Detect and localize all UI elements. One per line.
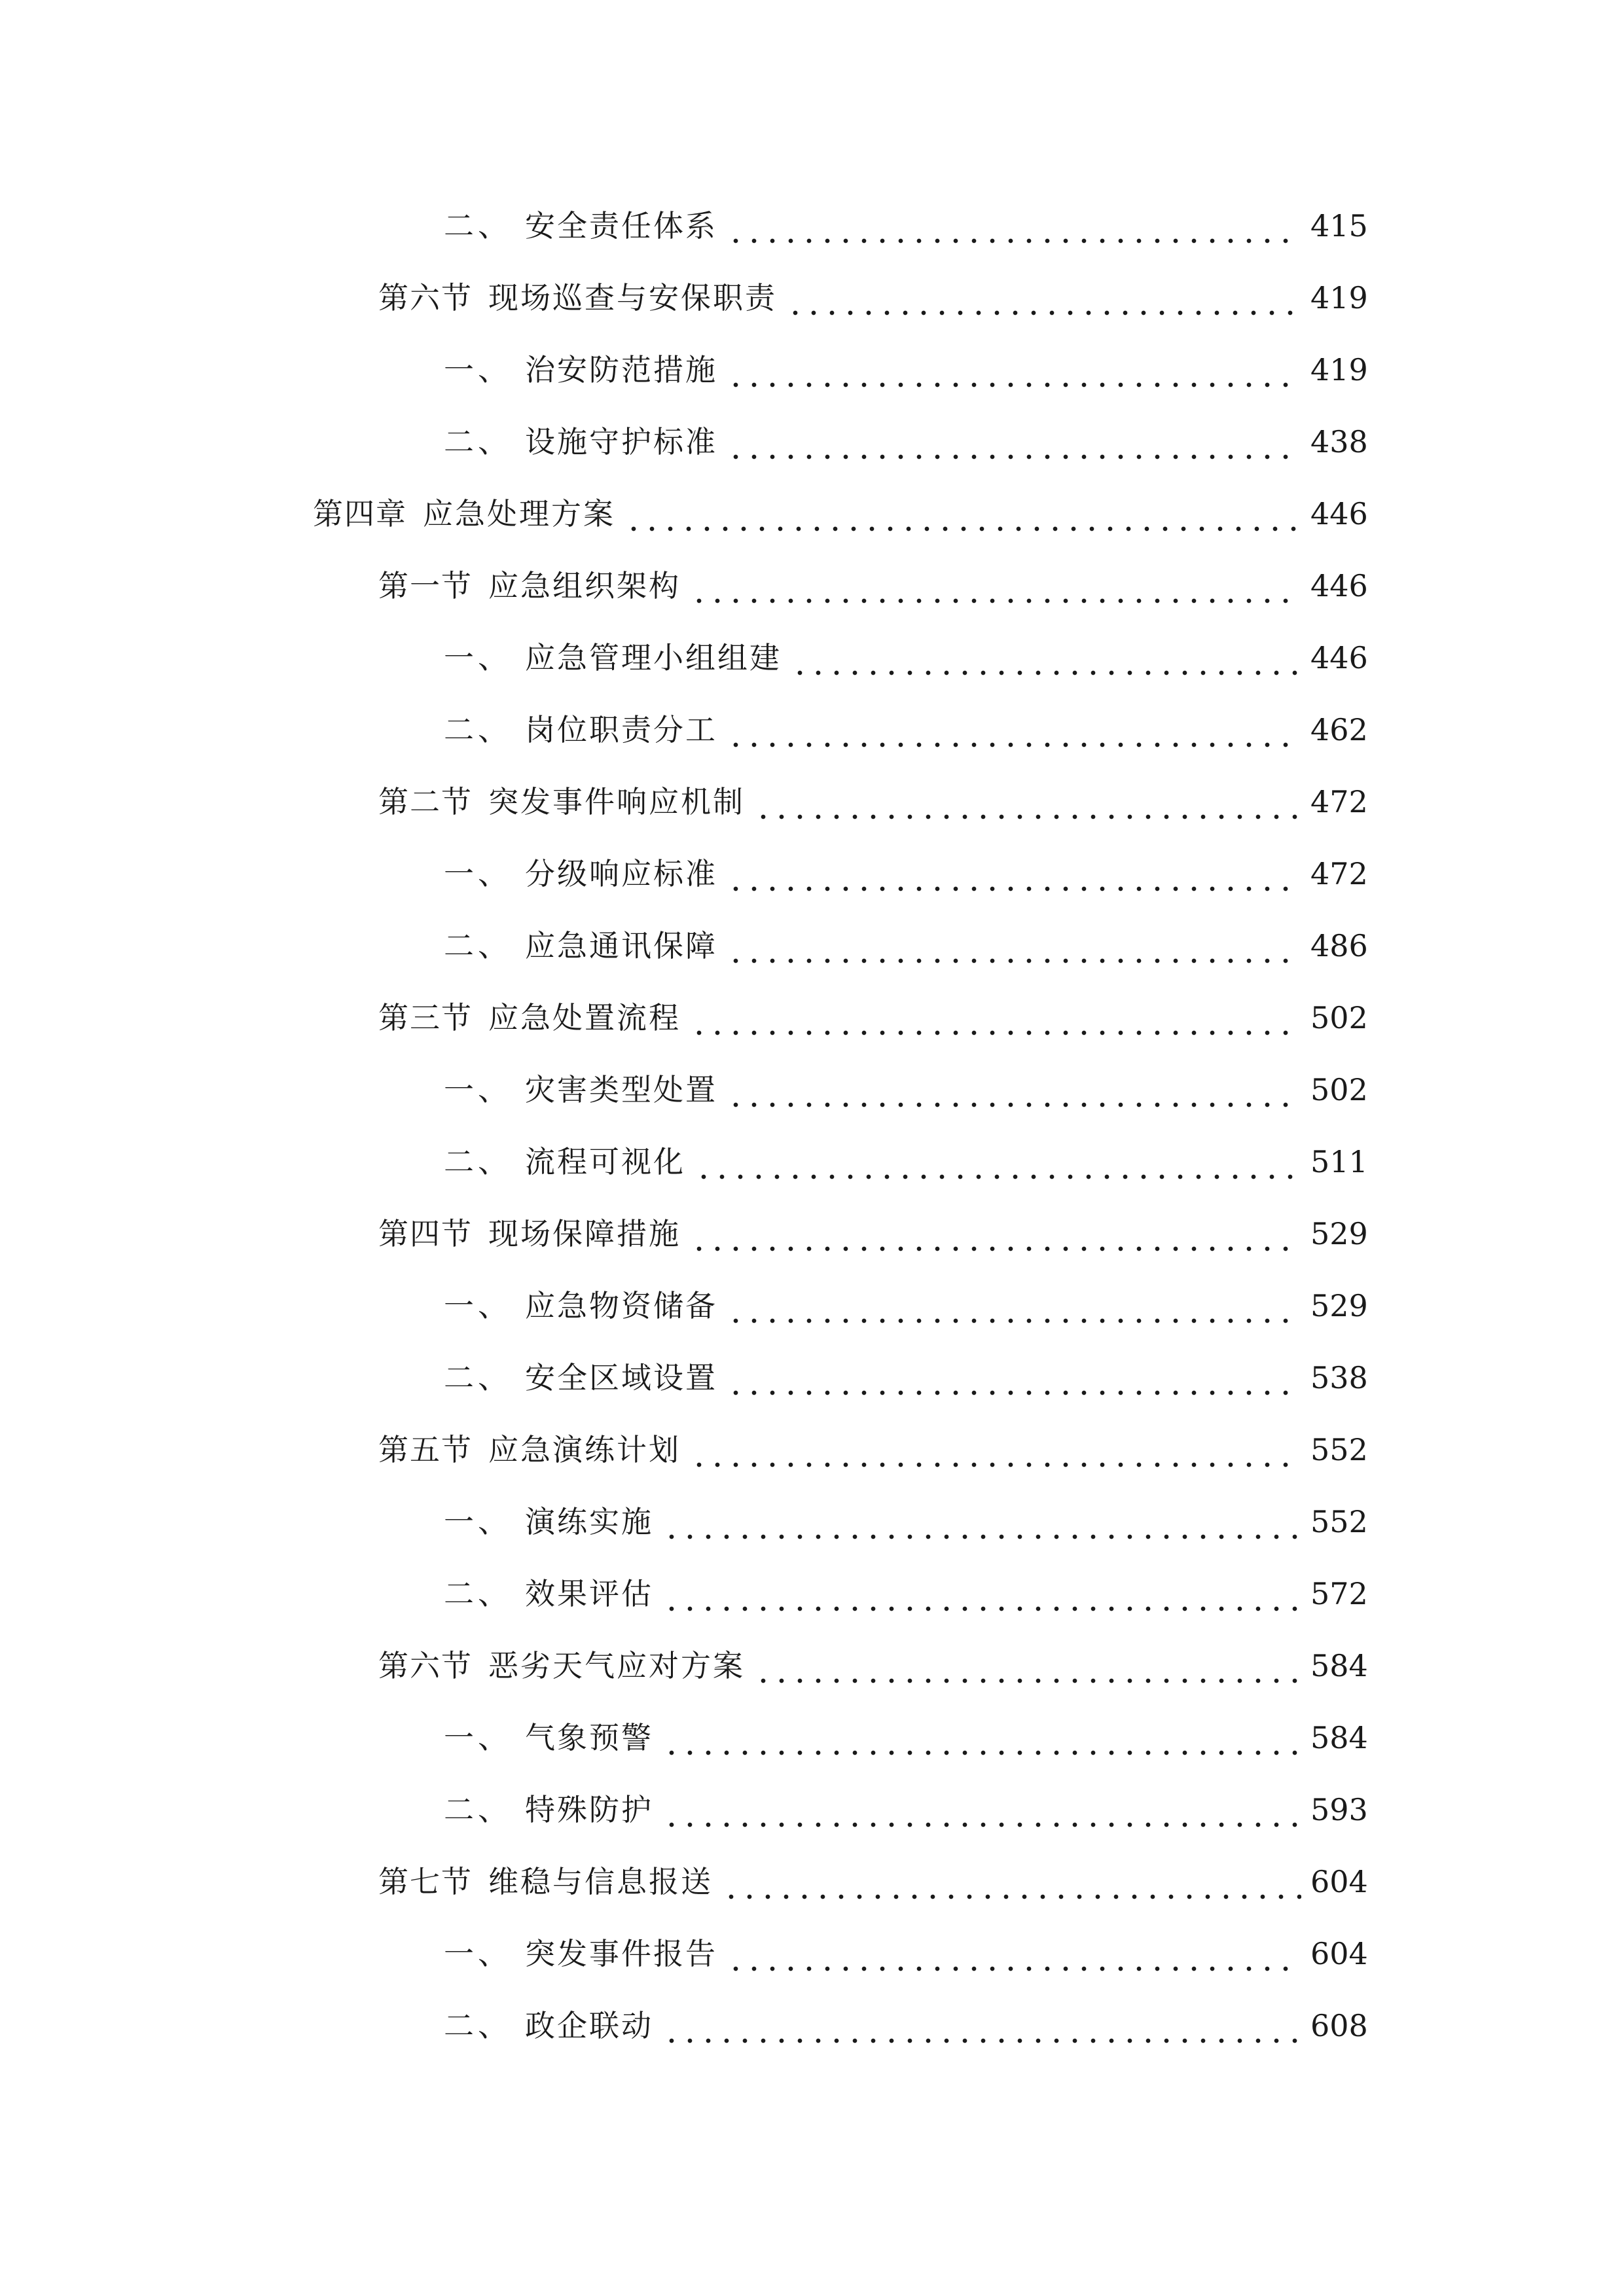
toc-leader-dots	[754, 1640, 1301, 1692]
toc-entry-prefix: 二、	[444, 2008, 512, 2043]
toc-leader-dots	[727, 704, 1301, 756]
toc-entry[interactable]	[444, 1352, 1367, 1404]
toc-entry-prefix: 二、	[444, 928, 512, 963]
toc-leader-dots	[695, 1136, 1301, 1188]
toc-entry-page: 604	[1310, 1936, 1368, 1971]
toc-leader-dots	[690, 560, 1301, 612]
toc-leader-dots	[690, 1424, 1301, 1476]
toc-entry[interactable]	[378, 1856, 1367, 1908]
toc-leader-dots	[727, 1064, 1301, 1116]
toc-entry-prefix: 第一节	[378, 568, 473, 603]
toc-entry-prefix: 一、	[444, 1936, 512, 1971]
toc-leader-dots	[727, 200, 1301, 252]
toc-entry[interactable]	[378, 1640, 1367, 1692]
toc-entry-prefix: 一、	[444, 640, 512, 675]
toc-entry-page: 608	[1310, 2008, 1368, 2043]
toc-entry-title: 流程可视化	[525, 1144, 685, 1179]
toc-leader-dots	[786, 272, 1301, 324]
toc-entry-title: 应急管理小组组建	[525, 640, 782, 675]
toc-entry-page: 419	[1310, 280, 1368, 315]
toc-entry-title: 治安防范措施	[525, 352, 717, 387]
toc-entry[interactable]	[444, 1280, 1367, 1332]
toc-entry-prefix: 二、	[444, 1576, 512, 1611]
toc-entry-title: 演练实施	[525, 1504, 653, 1539]
toc-entry-title: 灾害类型处置	[525, 1072, 717, 1107]
toc-leader-dots	[754, 776, 1301, 828]
toc-entry-title: 应急组织架构	[488, 568, 681, 603]
toc-entry-title: 现场巡查与安保职责	[488, 280, 777, 315]
toc-entry-title: 应急演练计划	[488, 1432, 681, 1467]
toc-entry-prefix: 二、	[444, 1792, 512, 1827]
toc-leader-dots	[727, 1280, 1301, 1332]
toc-entry[interactable]	[444, 1496, 1367, 1548]
toc-entry-prefix: 二、	[444, 208, 512, 243]
toc-entry-prefix: 一、	[444, 1504, 512, 1539]
toc-entry-page: 446	[1310, 496, 1368, 531]
toc-leader-dots	[727, 1352, 1301, 1404]
toc-leader-dots	[722, 1856, 1301, 1908]
toc-entry-title: 应急物资储备	[525, 1288, 717, 1323]
toc-entry-prefix: 一、	[444, 352, 512, 387]
toc-entry[interactable]	[444, 344, 1367, 396]
toc-entry-page: 502	[1310, 1000, 1368, 1035]
toc-entry-title: 应急处理方案	[423, 496, 615, 531]
toc-entry-page: 572	[1310, 1576, 1368, 1611]
toc-entry[interactable]	[378, 272, 1367, 324]
toc-entry[interactable]	[444, 1568, 1367, 1620]
toc-entry[interactable]	[378, 1424, 1367, 1476]
toc-leader-dots	[624, 488, 1301, 540]
toc-entry[interactable]	[444, 704, 1367, 756]
toc-entry-prefix: 第六节	[378, 1648, 473, 1683]
toc-entry-page: 584	[1310, 1648, 1368, 1683]
toc-entry-page: 511	[1310, 1144, 1368, 1179]
toc-leader-dots	[727, 416, 1301, 468]
toc-entry-page: 446	[1310, 640, 1368, 675]
toc-entry[interactable]	[444, 1928, 1367, 1980]
toc-entry-title: 岗位职责分工	[525, 712, 717, 747]
toc-entry-title: 设施守护标准	[525, 424, 717, 459]
toc-entry-page: 593	[1310, 1792, 1368, 1827]
toc-entry[interactable]	[378, 992, 1367, 1044]
toc-entry-title: 维稳与信息报送	[488, 1864, 713, 1899]
toc-entry-title: 恶劣天气应对方案	[488, 1648, 745, 1683]
toc-entry-page: 419	[1310, 352, 1368, 387]
toc-entry[interactable]	[378, 1208, 1367, 1260]
toc-entry-page: 502	[1310, 1072, 1368, 1107]
toc-entry-page: 472	[1310, 784, 1368, 819]
toc-entry-prefix: 第七节	[378, 1864, 473, 1899]
toc-entry-title: 应急通讯保障	[525, 928, 717, 963]
toc-entry-page: 552	[1310, 1432, 1368, 1467]
toc-entry-title: 应急处置流程	[488, 1000, 681, 1035]
toc-entry[interactable]	[444, 200, 1367, 252]
toc-entry[interactable]	[444, 1712, 1367, 1764]
toc-leader-dots	[727, 848, 1301, 900]
toc-entry-prefix: 第四章	[313, 496, 407, 531]
toc-entry-title: 政企联动	[525, 2008, 653, 2043]
toc-entry-prefix: 第四节	[378, 1216, 473, 1251]
toc-leader-dots	[662, 1712, 1301, 1764]
toc-entry[interactable]	[444, 1784, 1367, 1836]
toc-entry-prefix: 第二节	[378, 784, 473, 819]
toc-entry[interactable]	[444, 1064, 1367, 1116]
toc-leader-dots	[690, 992, 1301, 1044]
toc-entry-title: 分级响应标准	[525, 856, 717, 891]
toc-leader-dots	[727, 1928, 1301, 1980]
toc-entry-prefix: 二、	[444, 1144, 512, 1179]
toc-entry-prefix: 一、	[444, 856, 512, 891]
toc-entry-prefix: 一、	[444, 1072, 512, 1107]
toc-entry[interactable]	[444, 920, 1367, 972]
toc-entry[interactable]	[378, 560, 1367, 612]
toc-entry-prefix: 二、	[444, 424, 512, 459]
toc-entry-prefix: 第三节	[378, 1000, 473, 1035]
toc-leader-dots	[662, 1568, 1301, 1620]
toc-entry-title: 效果评估	[525, 1576, 653, 1611]
toc-entry-page: 462	[1310, 712, 1368, 747]
toc-entry-prefix: 一、	[444, 1720, 512, 1755]
toc-entry-page: 552	[1310, 1504, 1368, 1539]
toc-leader-dots	[690, 1208, 1301, 1260]
toc-entry-title: 特殊防护	[525, 1792, 653, 1827]
toc-entry-title: 现场保障措施	[488, 1216, 681, 1251]
toc-entry-prefix: 一、	[444, 1288, 512, 1323]
toc-entry-title: 安全区域设置	[525, 1360, 717, 1395]
toc-leader-dots	[662, 1496, 1301, 1548]
toc-entry[interactable]	[313, 488, 1367, 540]
toc-entry-prefix: 二、	[444, 1360, 512, 1395]
toc-entry-title: 气象预警	[525, 1720, 653, 1755]
toc-entry-page: 584	[1310, 1720, 1368, 1755]
toc-entry-page: 438	[1310, 424, 1368, 459]
toc-leader-dots	[662, 1784, 1301, 1836]
toc-entry[interactable]	[444, 632, 1367, 684]
toc-leader-dots	[791, 632, 1301, 684]
toc-entry-title: 突发事件报告	[525, 1936, 717, 1971]
toc-entry-page: 446	[1310, 568, 1368, 603]
toc-leader-dots	[662, 2000, 1301, 2052]
toc-entry-prefix: 第五节	[378, 1432, 473, 1467]
toc-entry-page: 529	[1310, 1216, 1368, 1251]
toc-entry-page: 415	[1310, 208, 1368, 243]
toc-leader-dots	[727, 344, 1301, 396]
toc-entry-title: 突发事件响应机制	[488, 784, 745, 819]
toc-entry-page: 486	[1310, 928, 1368, 963]
toc-entry-page: 538	[1310, 1360, 1368, 1395]
toc-entry-prefix: 二、	[444, 712, 512, 747]
toc-entry-page: 604	[1310, 1864, 1368, 1899]
toc-entry[interactable]	[444, 848, 1367, 900]
toc-entry-title: 安全责任体系	[525, 208, 717, 243]
toc-entry-page: 472	[1310, 856, 1368, 891]
toc-entry[interactable]	[444, 2000, 1367, 2052]
toc-entry[interactable]	[444, 1136, 1367, 1188]
toc-leader-dots	[727, 920, 1301, 972]
toc-entry[interactable]	[378, 776, 1367, 828]
toc-entry-prefix: 第六节	[378, 280, 473, 315]
toc-entry[interactable]	[444, 416, 1367, 468]
toc-entry-page: 529	[1310, 1288, 1368, 1323]
